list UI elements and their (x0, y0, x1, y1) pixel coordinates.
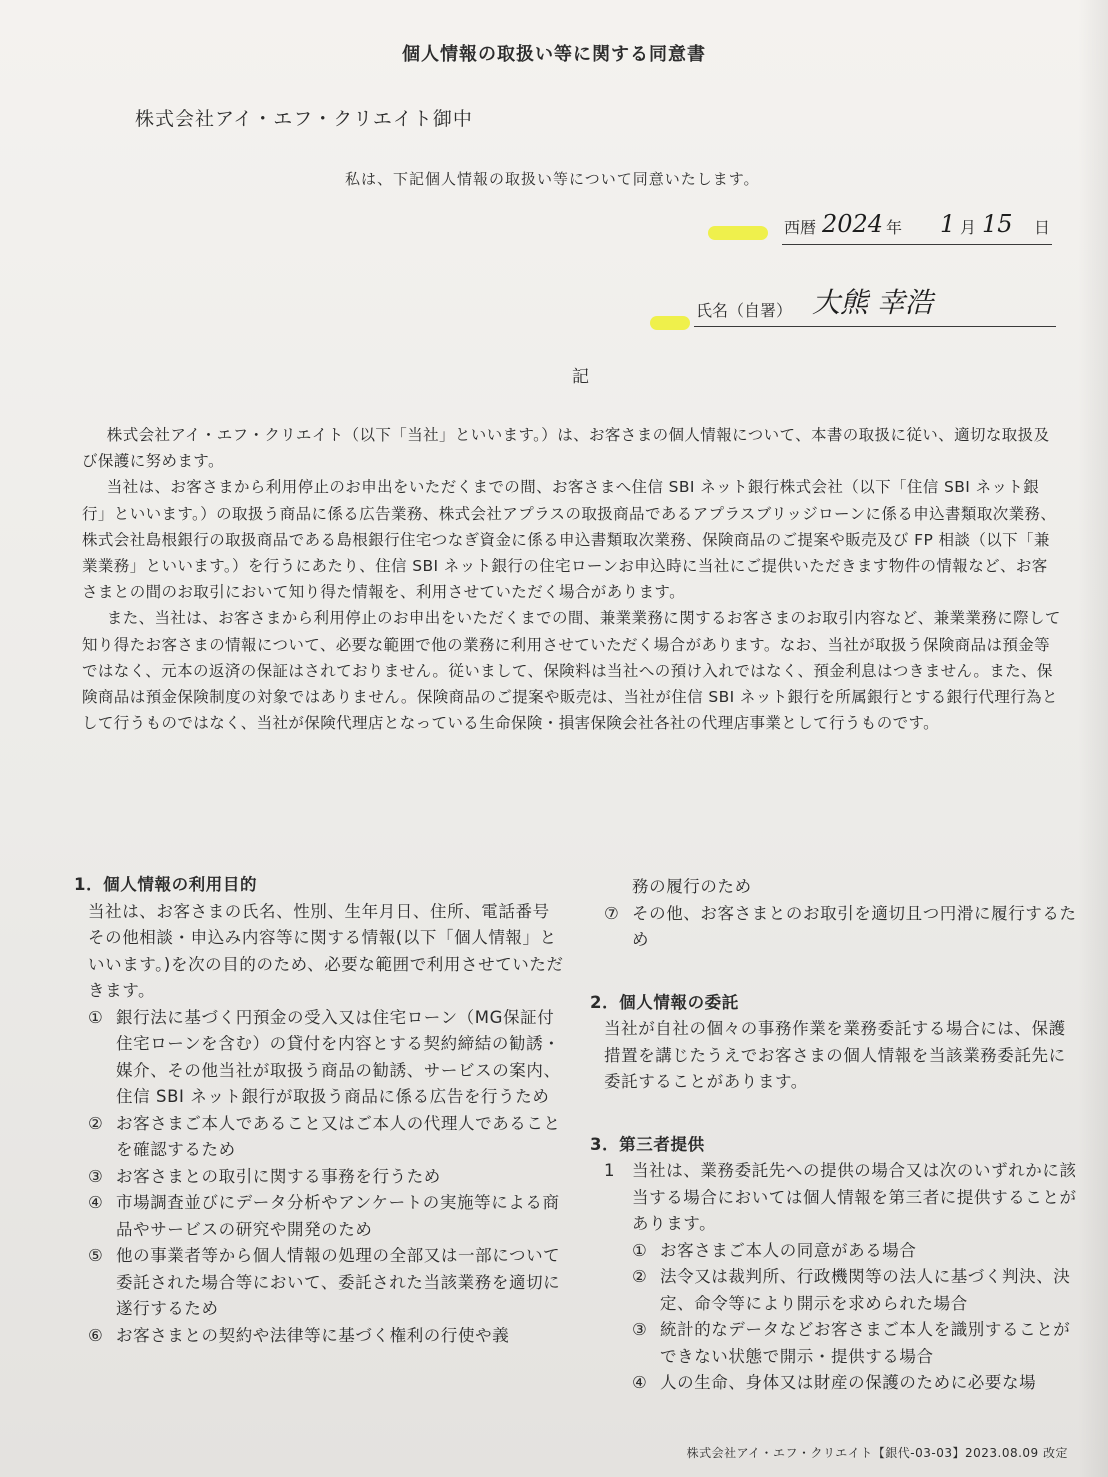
date-year-handwritten: 2024 (822, 210, 884, 238)
section-1-body: 当社は、お客さまの氏名、性別、生年月日、住所、電話番号その他相談・申込み内容等に関する情報(以下「個人情報」といいます。)を次の目的のため、必要な範囲で利用させていただきます。 (88, 901, 564, 1000)
list-item (632, 1264, 1080, 1317)
date-month-handwritten: 1 (940, 210, 956, 238)
ki-marker: 記 (572, 367, 589, 387)
signature-field (694, 286, 1056, 327)
intro-text (82, 422, 1062, 736)
section-1-heading: 1．個人情報の利用目的 (74, 875, 258, 894)
item-text: お客さまとの取引に関する事務を行うため (116, 1166, 441, 1186)
document-title: 個人情報の取扱い等に関する同意書 (402, 44, 706, 65)
clause-number: 1 (604, 1161, 616, 1180)
handwritten-signature: 大熊 幸浩 (812, 286, 933, 319)
item-number: ④ (632, 1373, 648, 1392)
list-item (632, 1238, 1080, 1265)
item-text: 銀行法に基づく円預金の受入又は住宅ローン（MG保証付住宅ローンを含む）の貸付を内容とする契約締結の勧誘・媒介、その他当社が取扱う商品の勧誘、サービスの案内、住信 SBI ネット銀行が取扱う商品に係る広告を行うため (116, 1007, 561, 1106)
date-month-unit: 月 (960, 218, 977, 237)
intro-paragraph: 当社は、お客さまから利用停止のお申出をいただくまでの間、お客さまへ住信 SBI ネット銀行株式会社（以下「住信 SBI ネット銀行」といいます。）の取扱う商品に係る広告業務、株式会社アプラスの取扱商品であるアプラスブリッジローンに係る申込書類取次業務、株式会社島根銀行の取扱商品である島根銀行住宅つなぎ資金に係る申込書類取次業務、保険商品のご提案や販売及び FP 相談（以下「兼業業務」といいます。）を行うにあたり、住信 SBI ネット銀行の住宅ローンお申込時に当社にご提供いただきます物件の情報など、お客さまとの間のお取引において知り得た情報を、利用させていただく場合があります。 (82, 478, 1057, 602)
item-text: お客さまご本人の同意がある場合 (660, 1240, 917, 1260)
left-column (74, 872, 564, 1349)
item-number: ⑥ (88, 1325, 104, 1345)
date-day-handwritten: 15 (982, 210, 1013, 238)
item-number: ① (632, 1240, 648, 1260)
item-text: 市場調査並びにデータ分析やアンケートの実施等による商品やサービスの研究や開発のため (116, 1193, 560, 1239)
item-number: ② (632, 1267, 648, 1286)
item-number: ⑤ (88, 1246, 104, 1265)
section-3-clause (604, 1158, 1080, 1238)
intro-paragraph: 株式会社アイ・エフ・クリエイト（以下「当社」といいます。）は、お客さまの個人情報について、本書の取扱に従い、適切な取扱及び保護に努めます。 (82, 426, 1050, 471)
item-number: ④ (88, 1193, 104, 1212)
item-text: 法令又は裁判所、行政機関等の法人に基づく判決、決定、命令等により開示を求められた場合 (660, 1267, 1071, 1313)
section-3-body: 当社は、業務委託先への提供の場合又は次のいずれかに該当する場合においては個人情報を第三者に提供することがあります。 (632, 1161, 1077, 1233)
item-number: ③ (88, 1166, 104, 1186)
list-item (88, 1190, 564, 1243)
date-day-unit: 日 (1034, 218, 1051, 237)
section-3-heading: 3．第三者提供 (590, 1134, 705, 1154)
item-text: その他、お客さまとのお取引を適切且つ円滑に履行するため (632, 903, 1077, 949)
intro-paragraph: また、当社は、お客さまから利用停止のお申出をいただくまでの間、兼業業務に関するお客さまのお取引内容など、兼業業務に際して知り得たお客さまの情報について、必要な範囲で他の業務に利用させていただく場合があります。なお、当社が取扱う保険商品は預金等ではなく、元本の返済の保証はされておりません。従いまして、保険料は当社への預け入れではなく、預金利息はつきません。また、保険商品は預金保険制度の対象ではありません。保険商品のご提案や販売は、当社が住信 SBI ネット銀行を所属銀行とする銀行代理行為として行うものではなく、当社が保険代理店となっている生命保険・損害保険会社各社の代理店事業として行うものです。 (82, 609, 1061, 733)
item-number: ② (88, 1113, 104, 1133)
list-item (632, 1370, 1080, 1397)
name-label: 氏名（自署） (696, 301, 793, 320)
list-item (88, 1164, 564, 1191)
highlighter-mark (650, 316, 690, 330)
section-2-body: 当社が自社の個々の事務作業を業務委託する場合には、保護措置を講じたうえでお客さまの個人情報を当該業務委託先に委託することがあります。 (604, 1019, 1066, 1091)
item-number: ⑦ (604, 903, 620, 923)
item-text: 人の生命、身体又は財産の保護のために必要な場 (660, 1373, 1037, 1392)
list-item (88, 1323, 564, 1350)
addressee: 株式会社アイ・エフ・クリエイト御中 (135, 108, 473, 130)
item-text: お客さまとの契約や法律等に基づく権利の行使や義 (116, 1325, 510, 1345)
list-item (88, 1005, 564, 1111)
item-text: 統計的なデータなどお客さまご本人を識別することができない状態で開示・提供する場合 (660, 1320, 1071, 1366)
page-edge-shadow (1078, 0, 1108, 1477)
list-item (632, 1317, 1080, 1370)
date-year-unit: 年 (886, 218, 903, 237)
right-column (590, 874, 1080, 1397)
item-text: 他の事業者等から個人情報の処理の全部又は一部について委託された場合等において、委託された当該業務を適切に遂行するため (116, 1246, 561, 1318)
highlighter-mark (708, 226, 768, 240)
list-item (604, 901, 1080, 954)
list-item (88, 1111, 564, 1164)
section-2-heading: 2．個人情報の委託 (590, 992, 739, 1012)
section-1-continuation: 務の履行のため (632, 877, 752, 896)
agreement-statement: 私は、下記個人情報の取扱い等について同意いたします。 (345, 170, 760, 188)
date-label: 西暦 (784, 218, 817, 237)
item-number: ③ (632, 1320, 648, 1339)
item-text: お客さまご本人であること又はご本人の代理人であることを確認するため (116, 1113, 561, 1159)
item-number: ① (88, 1007, 104, 1027)
date-field (782, 212, 1052, 245)
footer-note: 株式会社アイ・エフ・クリエイト【銀代-03-03】2023.08.09 改定 (686, 1446, 1068, 1460)
list-item (88, 1243, 564, 1323)
